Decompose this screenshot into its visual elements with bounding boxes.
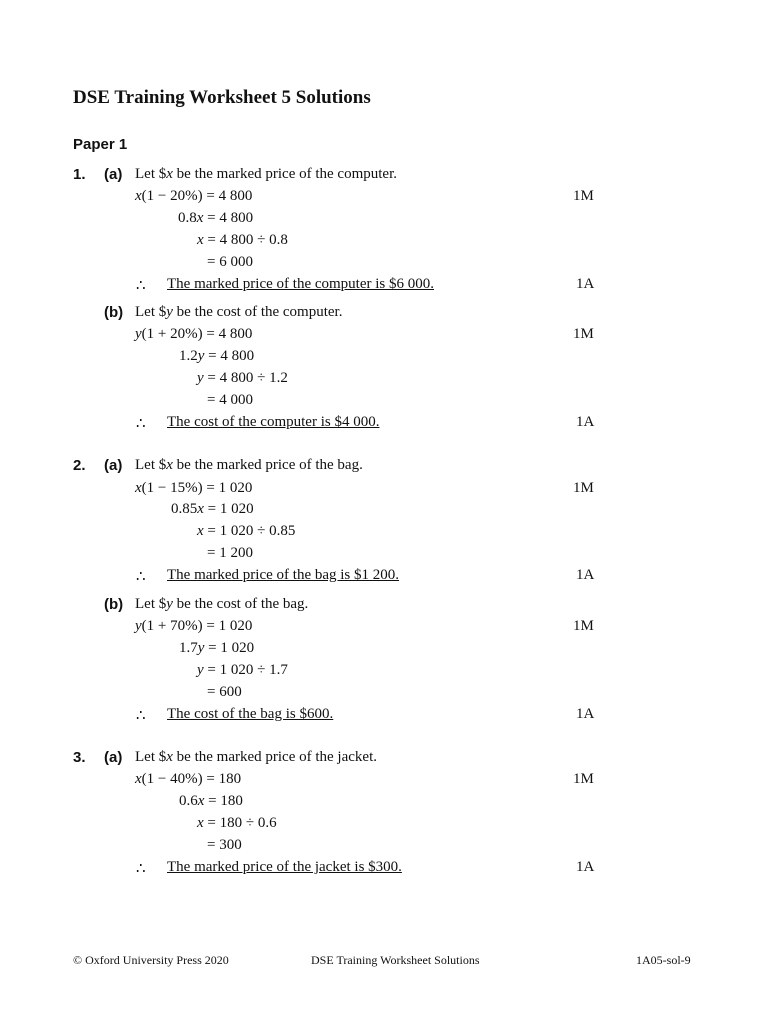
method-mark: 1M [573,618,594,634]
equation-line: x(1 − 15%) = 1 020 [135,480,253,496]
part-label: (a) [104,166,123,183]
footer-copyright: © Oxford University Press 2020 [73,953,229,967]
equation-line: x = 180 ÷ 0.6 [197,815,277,831]
equation-line: x = 4 800 ÷ 0.8 [197,232,288,248]
equation-line: x(1 − 40%) = 180 [135,771,242,787]
part-label: (a) [104,457,123,474]
equation-line: = 600 [207,684,242,700]
equation-line: y = 4 800 ÷ 1.2 [197,370,288,386]
question-number: 1. [73,166,86,183]
equation-line: 1.7y = 1 020 [179,640,255,656]
answer-mark: 1A [576,276,595,292]
part-label: (b) [104,596,124,613]
equation-line: 1.2y = 4 800 [179,348,255,364]
equation-line: = 4 000 [207,392,253,408]
equation-line: = 300 [207,837,242,853]
equation-line: 0.8x = 4 800 [178,210,254,226]
equation-line: x(1 − 20%) = 4 800 [135,188,253,204]
answer-mark: 1A [576,414,595,430]
question-number: 3. [73,749,86,766]
let-statement: Let $x be the marked price of the jacket. [135,749,377,765]
method-mark: 1M [573,326,594,342]
method-mark: 1M [573,188,594,204]
therefore-symbol: ∴ [136,278,146,294]
equation-line: = 6 000 [207,254,253,270]
therefore-symbol: ∴ [136,569,146,585]
conclusion: The cost of the computer is $4 000. [167,414,380,430]
method-mark: 1M [573,480,594,496]
therefore-symbol: ∴ [136,708,146,724]
conclusion: The marked price of the bag is $1 200. [167,567,400,583]
footer-title: DSE Training Worksheet Solutions [311,953,480,967]
conclusion: The marked price of the jacket is $300. [167,859,402,875]
part-label: (b) [104,304,124,321]
part-label: (a) [104,749,123,766]
equation-line: y = 1 020 ÷ 1.7 [197,662,288,678]
conclusion: The cost of the bag is $600. [167,706,334,722]
let-statement: Let $y be the cost of the computer. [135,304,343,320]
therefore-symbol: ∴ [136,416,146,432]
let-statement: Let $x be the marked price of the computer. [135,166,397,182]
equation-line: x = 1 020 ÷ 0.85 [197,523,296,539]
footer-page-code: 1A05-sol-9 [636,953,691,967]
method-mark: 1M [573,771,594,787]
therefore-symbol: ∴ [136,861,146,877]
page-title: DSE Training Worksheet 5 Solutions [73,87,371,108]
equation-line: 0.6x = 180 [179,793,243,809]
equation-line: y(1 + 20%) = 4 800 [135,326,253,342]
answer-mark: 1A [576,706,595,722]
question-number: 2. [73,457,86,474]
answer-mark: 1A [576,567,595,583]
equation-line: y(1 + 70%) = 1 020 [135,618,253,634]
let-statement: Let $x be the marked price of the bag. [135,457,363,473]
conclusion: The marked price of the computer is $6 000. [167,276,434,292]
let-statement: Let $y be the cost of the bag. [135,596,309,612]
equation-line: 0.85x = 1 020 [171,501,254,517]
equation-line: = 1 200 [207,545,253,561]
answer-mark: 1A [576,859,595,875]
section-heading: Paper 1 [73,136,128,153]
